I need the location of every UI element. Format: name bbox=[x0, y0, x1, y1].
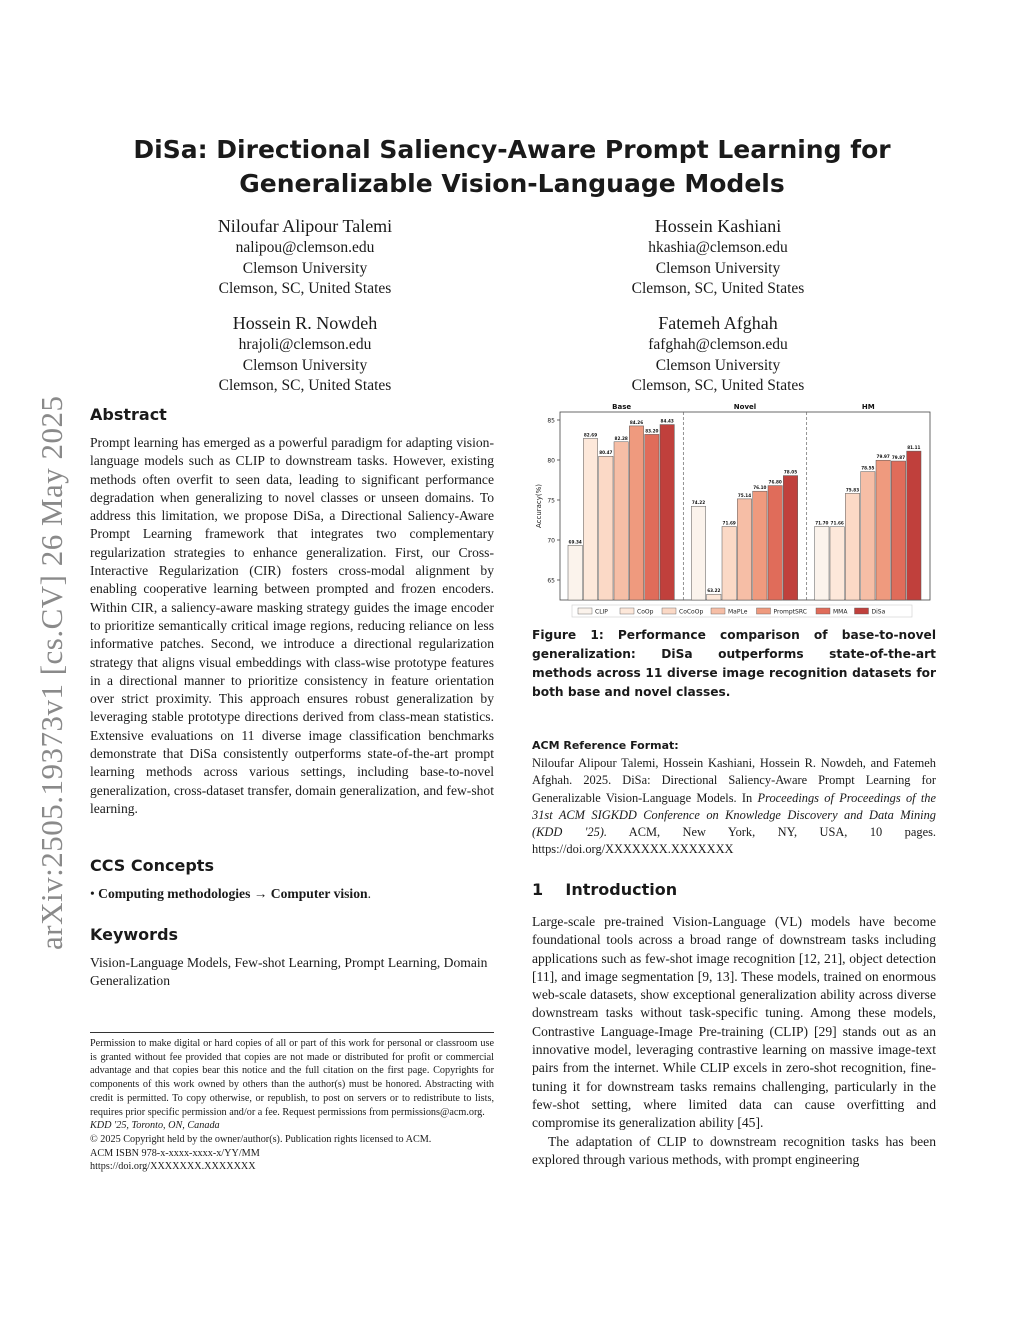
abstract-heading: Abstract bbox=[90, 405, 167, 424]
author-name: Hossein R. Nowdeh bbox=[232, 313, 378, 333]
bar bbox=[768, 486, 782, 600]
author-affiliation: Clemson University bbox=[242, 356, 368, 374]
legend-swatch bbox=[711, 608, 725, 614]
bar-value-label: 75.83 bbox=[845, 487, 860, 493]
legend-label: CoOp bbox=[637, 608, 654, 616]
author-location: Clemson, SC, United States bbox=[631, 280, 805, 297]
intro-paragraph-1: Large-scale pre-trained Vision-Language (VL) models have become foundational tools across a broad range of downstream tasks including applications such as few-shot image recognition [12, 21], object detection [11], and image segmentation [9, 13]. These models, trained on enormous web-scale datasets, show exceptional generalization ability across diverse downstream tasks without task-specific tuning. Among these models, Contrastive Language-Image Pre-training (CLIP) [29] stands out as an innovative model, leveraging contrastive learning on massive image-text pairs from the internet. While CLIP excels in zero-shot recognition, fine-tuning it for downstream tasks remains challenging, particularly in the few-shot setting, where limited data can cause overfitting and compromise its generalization ability [45]. bbox=[532, 914, 936, 1131]
figure-1 bbox=[532, 400, 936, 620]
bar-value-label: 79.87 bbox=[891, 455, 906, 461]
author-name: Niloufar Alipour Talemi bbox=[217, 216, 393, 236]
acm-reference-authors: Niloufar Alipour Talemi, Hossein Kashiani, Hossein R. Nowdeh, and Fatemeh Afghah. 2025. DiSa: Directional Saliency-Aware Prompt Learning for Generalizable Vision-Language Models. In bbox=[532, 756, 936, 805]
acm-reference bbox=[532, 739, 936, 859]
panel-title: Novel bbox=[733, 403, 757, 411]
bar bbox=[815, 526, 829, 600]
bar bbox=[737, 499, 751, 600]
bar bbox=[891, 461, 905, 600]
bar-value-label: 83.20 bbox=[645, 428, 659, 434]
bar bbox=[568, 545, 582, 600]
author-location: Clemson, SC, United States bbox=[218, 280, 392, 297]
bar-value-label: 71.70 bbox=[815, 520, 829, 526]
author-block bbox=[573, 311, 863, 397]
legend-swatch bbox=[757, 608, 771, 614]
bar bbox=[876, 460, 890, 600]
y-tick-label: 65 bbox=[547, 577, 555, 585]
legend-swatch bbox=[662, 608, 676, 614]
isbn-line: ACM ISBN 978-x-xxxx-xxxx-x/YY/MM bbox=[90, 1147, 260, 1159]
bar-value-label: 84.43 bbox=[660, 418, 674, 424]
ccs-period: . bbox=[367, 886, 371, 901]
copyright-line: © 2025 Copyright held by the owner/author(s). Publication rights licensed to ACM. bbox=[90, 1133, 432, 1145]
acm-reference-publisher: ACM, New York, NY, USA, 10 pages. https://doi.org/XXXXXXX.XXXXXXX bbox=[532, 825, 936, 857]
bar-value-label: 74.22 bbox=[691, 500, 706, 506]
bar bbox=[645, 434, 659, 600]
ccs-section bbox=[90, 856, 494, 903]
acm-reference-venue: Proceedings of Proceedings of the 31st ACM SIGKDD Conference on Knowledge Discovery and Data Mining (KDD '25). bbox=[532, 790, 936, 840]
author-name: Fatemeh Afghah bbox=[658, 313, 778, 333]
panel-title: Base bbox=[612, 403, 632, 411]
bar-value-label: 82.69 bbox=[583, 432, 598, 438]
conference-info: KDD '25, Toronto, ON, Canada bbox=[90, 1120, 220, 1132]
paper-title: DiSa: Directional Saliency-Aware Prompt Learning for Generalizable Vision-Language Models bbox=[133, 135, 891, 198]
y-tick-label: 70 bbox=[547, 537, 555, 545]
bar bbox=[845, 493, 859, 600]
author-affiliation: Clemson University bbox=[655, 259, 781, 277]
acm-reference-heading: ACM Reference Format: bbox=[532, 739, 679, 752]
section-number: 1 bbox=[532, 880, 544, 899]
bar bbox=[753, 491, 767, 600]
author-location: Clemson, SC, United States bbox=[631, 377, 805, 394]
introduction-section bbox=[532, 880, 936, 1169]
bar bbox=[830, 527, 844, 600]
bar-value-label: 71.66 bbox=[830, 520, 844, 526]
bar-value-label: 81.11 bbox=[907, 445, 921, 451]
author-email[interactable]: hkashia@clemson.edu bbox=[648, 239, 788, 256]
bar-value-label: 82.28 bbox=[614, 435, 628, 441]
legend-label: CLIP bbox=[595, 608, 608, 616]
introduction-heading bbox=[532, 880, 936, 899]
section-title: Introduction bbox=[565, 880, 678, 899]
permission-notice: Permission to make digital or hard copies of all or part of this work for personal or classroom use is granted without fee provided that copies are not made or distributed for profit or commercial advantage and that copies bear this notice and the full citation on the first page. Copyrights for components of this work owned by others than the author(s) must be honored. Abstracting with credit is permitted. To copy otherwise, or republish, to post on servers or to redistribute to lists, requires prior specific permission and/or a fee. Request permissions from permissions@acm.org. bbox=[90, 1038, 494, 1118]
legend-label: MMA bbox=[833, 608, 848, 616]
legend-swatch bbox=[578, 608, 592, 614]
legend-label: PromptSRC bbox=[773, 608, 807, 616]
bar-value-label: 79.97 bbox=[876, 454, 890, 460]
bar-value-label: 76.80 bbox=[768, 479, 782, 485]
keywords-section bbox=[90, 925, 494, 991]
legend-label: CoCoOp bbox=[679, 608, 704, 616]
bar bbox=[861, 472, 875, 600]
legend-label: DiSa bbox=[871, 608, 886, 616]
author-block bbox=[573, 214, 863, 300]
bar bbox=[783, 476, 797, 600]
legend-label: MaPLe bbox=[728, 608, 748, 616]
bar-chart bbox=[532, 400, 936, 620]
bar-value-label: 80.47 bbox=[599, 450, 613, 456]
figure-caption: Figure 1: Performance comparison of base-to-novel generalization: DiSa outperforms state-of-the-art methods across 11 diverse image recognition datasets for both base and novel classes. bbox=[532, 628, 936, 699]
legend-swatch bbox=[816, 608, 830, 614]
bar bbox=[660, 425, 674, 600]
bar bbox=[599, 456, 613, 600]
abstract-section bbox=[90, 405, 494, 818]
ccs-bullet: • bbox=[90, 886, 95, 901]
author-block bbox=[160, 311, 450, 397]
bar-value-label: 75.14 bbox=[737, 492, 752, 498]
keywords-text: Vision-Language Models, Few-shot Learning, Prompt Learning, Domain Generalization bbox=[90, 955, 488, 989]
bar bbox=[614, 442, 628, 600]
bar bbox=[629, 426, 643, 600]
arxiv-identifier: arXiv:2505.19373v1 [cs.CV] 26 May 2025 bbox=[34, 395, 69, 950]
bar bbox=[722, 526, 736, 600]
legend-swatch bbox=[855, 608, 869, 614]
bar-value-label: 63.22 bbox=[707, 588, 721, 594]
legend-swatch bbox=[620, 608, 634, 614]
bar-value-label: 84.26 bbox=[629, 419, 644, 425]
author-email[interactable]: hrajoli@clemson.edu bbox=[238, 336, 372, 353]
keywords-heading: Keywords bbox=[90, 925, 179, 944]
y-tick-label: 85 bbox=[547, 417, 555, 425]
doi-link[interactable]: https://doi.org/XXXXXXX.XXXXXXX bbox=[90, 1161, 256, 1173]
author-affiliation: Clemson University bbox=[655, 356, 781, 374]
author-location: Clemson, SC, United States bbox=[218, 377, 392, 394]
author-email[interactable]: nalipou@clemson.edu bbox=[235, 239, 375, 256]
copyright-footnote bbox=[90, 1032, 494, 1174]
author-name: Hossein Kashiani bbox=[654, 216, 782, 236]
y-tick-label: 75 bbox=[547, 497, 555, 505]
bar bbox=[583, 438, 597, 600]
bar-value-label: 76.10 bbox=[753, 485, 767, 491]
bar-value-label: 69.34 bbox=[568, 539, 582, 545]
bar-value-label: 78.05 bbox=[783, 469, 798, 475]
ccs-heading: CCS Concepts bbox=[90, 856, 214, 875]
author-email[interactable]: fafghah@clemson.edu bbox=[648, 336, 788, 353]
ccs-sub-concept: Computer vision bbox=[270, 886, 368, 901]
ccs-arrow: → bbox=[253, 886, 268, 901]
panel-title: HM bbox=[861, 403, 875, 411]
y-tick-label: 80 bbox=[547, 457, 555, 465]
author-affiliation: Clemson University bbox=[242, 259, 368, 277]
author-block bbox=[160, 214, 450, 300]
abstract-text: Prompt learning has emerged as a powerful paradigm for adapting vision-language models such as CLIP to downstream tasks. However, existing methods often overfit to seen data, leading to significant performance degradation when generalizing to novel classes or unseen domains. To address this limitation, we propose DiSa, a Directional Saliency-Aware Prompt Learning framework that integrates two complementary regularization strategies to enhance generalization. First, our Cross-Interactive Regularization (CIR) fosters cross-modal alignment by enabling cooperative learning between prompted and frozen encoders. Within CIR, a saliency-aware masking strategy guides the image encoder to prioritize semantically critical image regions, reducing reliance on less informative patches. Second, we introduce a directional regularization strategy that aligns visual embeddings with class-wise prototype features in a directional manner to prioritize consistency in feature orientation over strict proximity. This approach ensures robust generalization by leveraging stable prototype directions derived from class-mean statistics. Extensive evaluations on 11 diverse image classification benchmarks demonstrate that DiSa consistently outperforms state-of-the-art prompt learning methods across various settings, including base-to-novel generalization, cross-dataset transfer, domain generalization, and few-shot learning. bbox=[90, 435, 494, 816]
acm-reference-text bbox=[532, 755, 936, 859]
y-axis-label: Accuracy(%) bbox=[535, 483, 543, 529]
ccs-text bbox=[90, 885, 494, 903]
intro-paragraph-2: The adaptation of CLIP to downstream recognition tasks has been explored through various methods, with prompt engineering bbox=[532, 1133, 936, 1167]
bar bbox=[691, 506, 705, 600]
bar-value-label: 78.55 bbox=[861, 465, 875, 471]
ccs-concept: Computing methodologies bbox=[98, 886, 251, 901]
bar-value-label: 71.69 bbox=[722, 520, 736, 526]
bar bbox=[907, 451, 921, 600]
bar bbox=[707, 594, 721, 600]
